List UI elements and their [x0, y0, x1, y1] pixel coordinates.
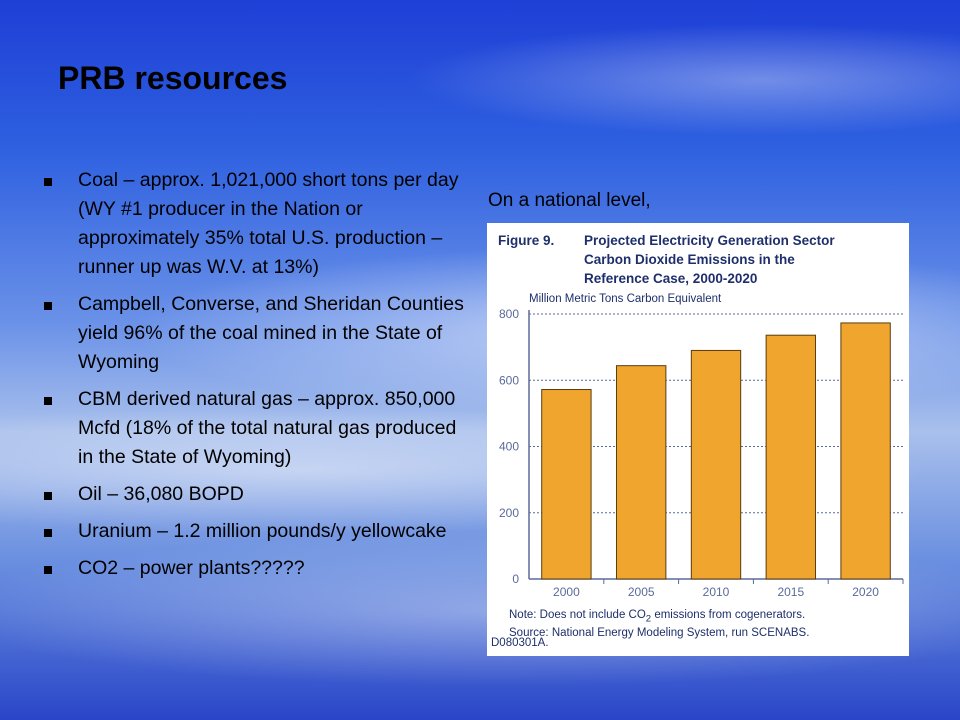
bullet-text: Campbell, Converse, and Sheridan Counties yield 96% of the coal mined in the State of Wyoming [78, 293, 464, 373]
figure-title-line2: Carbon Dioxide Emissions in the [584, 252, 795, 267]
slide-title: PRB resources [58, 60, 288, 96]
bullet-text: Uranium – 1.2 million pounds/y yellowcake [78, 520, 447, 542]
y-tick-label: 400 [498, 439, 519, 454]
y-tick-label: 600 [498, 373, 519, 388]
bullet-list [40, 166, 470, 591]
bullet-item-coal [40, 166, 470, 282]
square-bullet-icon [44, 302, 52, 310]
y-tick-label: 200 [498, 505, 519, 520]
x-tick-label: 2005 [627, 585, 655, 599]
bullet-item-oil [40, 480, 470, 509]
bullet-item-co2 [40, 554, 470, 583]
square-bullet-icon [44, 529, 52, 537]
figure-label: Figure 9. [498, 233, 555, 248]
figure-source: Source: National Energy Modeling System, run SCENABS. [509, 627, 810, 640]
x-tick-label: 2015 [777, 585, 805, 599]
bullet-text: CO2 – power plants????? [78, 557, 305, 579]
figure-title-line1: Projected Electricity Generation Sector [584, 233, 835, 248]
note-suffix: emissions from cogenerators. [651, 609, 806, 621]
bullet-text: Coal – approx. 1,021,000 short tons per day (WY #1 producer in the Nation or approximately 35% total U.S. production – runner up was W.V. at 13%) [78, 169, 459, 278]
bullet-item-cbm [40, 385, 470, 472]
x-tick-label: 2000 [553, 585, 580, 599]
bullet-text: Oil – 36,080 BOPD [78, 483, 244, 505]
figure-panel [487, 223, 909, 656]
x-tick-label: 2010 [702, 585, 730, 599]
bar-2000 [542, 390, 591, 579]
square-bullet-icon [44, 566, 52, 574]
figure-unit-label: Million Metric Tons Carbon Equivalent [529, 293, 722, 305]
bar-2005 [617, 366, 666, 579]
bullet-text: CBM derived natural gas – approx. 850,000 Mcfd (18% of the total natural gas produced in the State of Wyoming) [78, 388, 457, 468]
bar-2020 [841, 323, 890, 579]
y-tick-label: 800 [498, 307, 519, 321]
figure-id: D080301A. [491, 637, 549, 649]
bar-chart [487, 223, 909, 656]
figure-title-line3: Reference Case, 2000-2020 [584, 271, 758, 286]
note-subscript: 2 [645, 613, 652, 625]
square-bullet-icon [44, 178, 52, 186]
note-prefix: Note: Does not include CO [509, 609, 646, 621]
square-bullet-icon [44, 492, 52, 500]
y-tick-label: 0 [512, 572, 519, 586]
figure-note [509, 608, 903, 640]
side-caption: On a national level, [488, 190, 651, 211]
bullet-item-uranium [40, 517, 470, 546]
bullet-item-counties [40, 290, 470, 377]
x-tick-label: 2020 [852, 585, 879, 599]
bar-2010 [691, 350, 740, 579]
bar-2015 [766, 335, 815, 579]
square-bullet-icon [44, 397, 52, 405]
